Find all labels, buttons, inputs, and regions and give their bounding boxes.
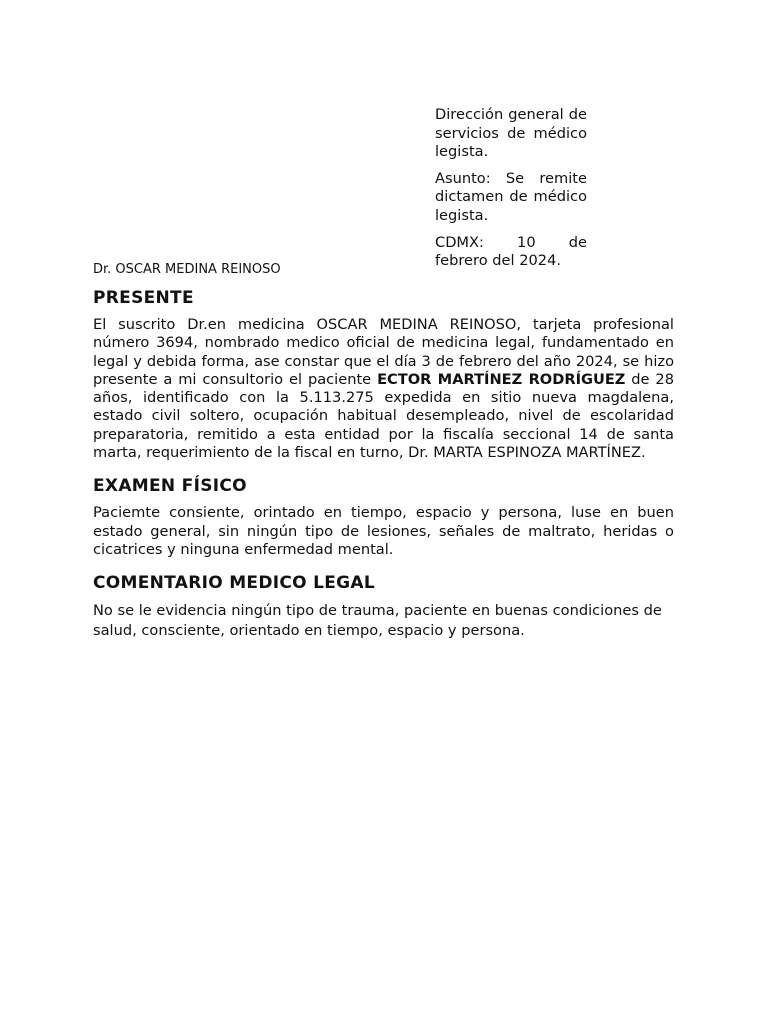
addressee-department: Dirección general de servicios de médico legista. [435,106,587,161]
paragraph-presente-text-after: de 28 años, identificado con la 5.113.275 expedida en sitio nueva magdalena, estado civil soltero, ocupación habitual desempleado, nivel de escolaridad preparatoria, remitido a esta entidad por la fiscalía seccional 14 de santa marta, requerimiento de la fiscal en turno, Dr. MARTA ESPINOZA MARTÍNEZ. [93,370,675,462]
patient-name: ECTOR MARTÍNEZ RODRÍGUEZ [377,370,626,388]
header-block [435,106,587,279]
subject-line: Asunto: Se remite dictamen de médico legista. [435,169,587,224]
section-heading-comentario: COMENTARIO MEDICO LEGAL [93,573,376,594]
paragraph-presente-text-before: El suscrito Dr.en medicina OSCAR MEDINA REINOSO, tarjeta profesional número 3694, nombrado medico oficial de medicina legal, fundamentado en legal y debida forma, ase constar que el día 3 de febrero del año 2024, se hizo presente a mi consultorio el paciente [93,316,674,388]
document-body [93,286,674,653]
place-date: CDMX: 10 de febrero del 2024. [435,233,587,270]
paragraph-examen-fisico: Paciemte consiente, orintado en tiempo, espacio y persona, luse en buen estado general, sin ningún tipo de lesiones, señales de maltrato, heridas o cicatrices y ninguna enfermedad mental. [93,504,674,558]
section-heading-examen-fisico: EXAMEN FÍSICO [93,476,247,497]
recipient-name: Dr. OSCAR MEDINA REINOSO [93,262,281,277]
paragraph-comentario: No se le evidencia ningún tipo de trauma, paciente en buenas condiciones de salud, consciente, orientado en tiempo, espacio y persona. [93,602,662,640]
section-heading-presente: PRESENTE [93,288,194,308]
paragraph-presente [93,316,674,462]
